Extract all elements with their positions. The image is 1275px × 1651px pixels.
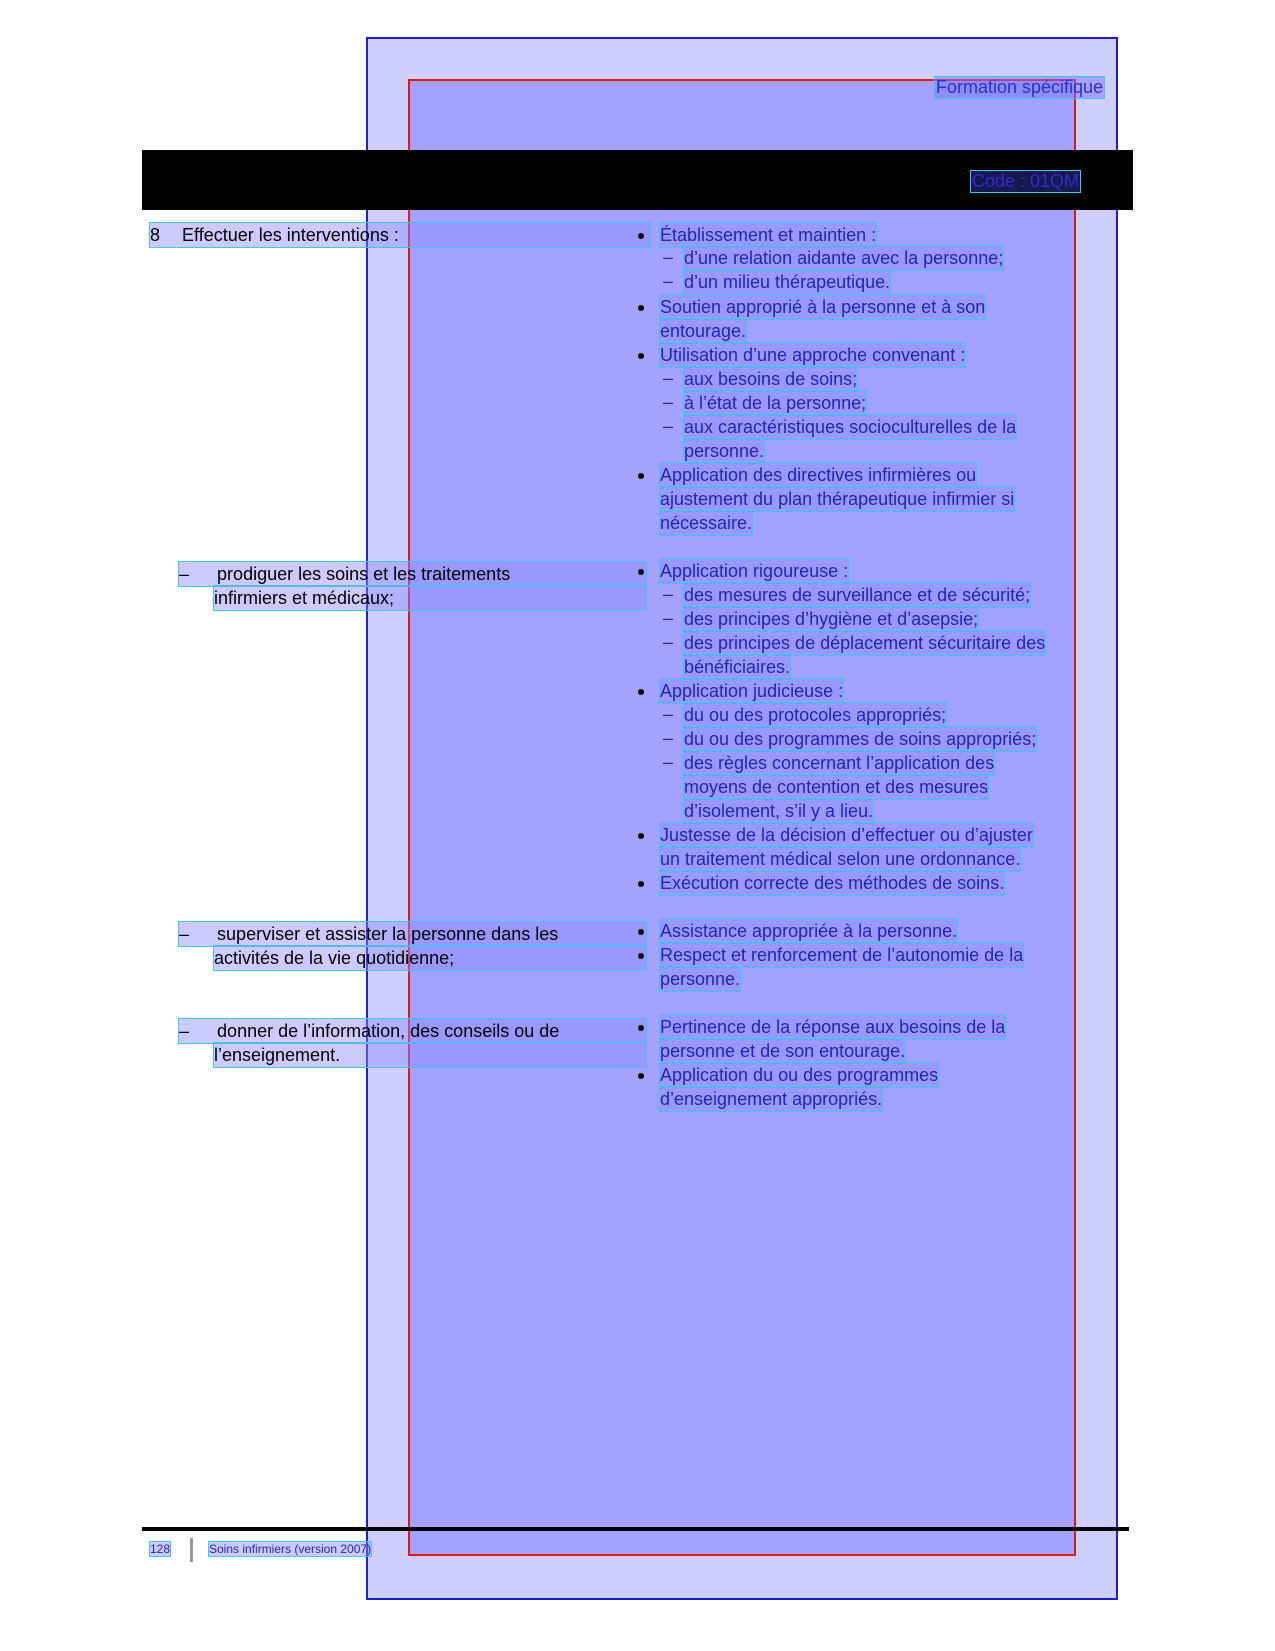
dash-icon: – (663, 368, 674, 388)
left-sub-3-line2: l’enseignement. (213, 1042, 647, 1068)
criterion-sub: d’une relation aidante avec la personne; (683, 245, 1004, 271)
footer-separator (190, 1538, 193, 1562)
left-sub-3-line1: – donner de l’information, des conseils ou de (178, 1018, 647, 1044)
dash-icon: – (663, 416, 674, 436)
page-number: 128 (150, 1542, 171, 1556)
bullet-icon (638, 929, 644, 935)
dash-icon: – (663, 728, 674, 748)
criterion-cont: entourage. (659, 318, 747, 344)
criterion-sub: aux caractéristiques socioculturelles de la (683, 414, 1017, 440)
criterion: Application du ou des programmes (659, 1062, 939, 1088)
criterion-sub: à l’état de la personne; (683, 390, 867, 416)
dash-icon: – (663, 704, 674, 724)
criterion-sub: des mesures de surveillance et de sécurité; (683, 582, 1031, 608)
criterion: Assistance appropriée à la personne. (659, 918, 958, 944)
bullet-icon (638, 833, 644, 839)
footer-rule (142, 1527, 1129, 1531)
criterion-sub: des principes d’hygiène et d’asepsie; (683, 606, 979, 632)
criterion-sub-cont: moyens de contention et des mesures (683, 774, 989, 800)
criterion-cont: un traitement médical selon une ordonnance. (659, 846, 1021, 872)
bullet-icon (638, 1073, 644, 1079)
left-sub-2-line2: activités de la vie quotidienne; (213, 945, 647, 971)
criterion-cont: ajustement du plan thérapeutique infirmier si (659, 486, 1015, 512)
criterion: Pertinence de la réponse aux besoins de la (659, 1014, 1006, 1040)
criterion: Application rigoureuse : (659, 558, 849, 584)
criterion-sub: des principes de déplacement sécuritaire des (683, 630, 1046, 656)
left-sub-1-line1: – prodiguer les soins et les traitements (178, 561, 647, 587)
criterion-sub-cont: personne. (683, 438, 765, 464)
criterion-sub: des règles concernant l’application des (683, 750, 995, 776)
bullet-icon (638, 953, 644, 959)
criterion: Respect et renforcement de l’autonomie de la (659, 942, 1024, 968)
criterion-sub: du ou des programmes de soins appropriés; (683, 726, 1037, 752)
criterion-sub-cont: d’isolement, s’il y a lieu. (683, 798, 874, 824)
criterion: Exécution correcte des méthodes de soins. (659, 870, 1005, 896)
criterion-cont: personne et de son entourage. (659, 1038, 906, 1064)
dash-icon: – (663, 632, 674, 652)
criterion: Application judicieuse : (659, 678, 844, 704)
criterion: Justesse de la décision d’effectuer ou d’ajuster (659, 822, 1034, 848)
dash-icon: – (663, 392, 674, 412)
criterion-cont: d’enseignement appropriés. (659, 1086, 883, 1112)
dash-icon: – (663, 247, 674, 267)
criterion-sub: aux besoins de soins; (683, 366, 858, 392)
bullet-icon (638, 689, 644, 695)
bullet-icon (638, 353, 644, 359)
criterion-sub: d’un milieu thérapeutique. (683, 269, 891, 295)
criterion: Établissement et maintien : (659, 222, 877, 248)
bullet-icon (638, 1025, 644, 1031)
left-sub-2-line1: – superviser et assister la personne dans les (178, 921, 647, 947)
left-sub-1-line2: infirmiers et médicaux; (213, 585, 647, 611)
dash-icon: – (663, 584, 674, 604)
criterion-cont: personne. (659, 966, 741, 992)
section-title: Formation spécifique (936, 77, 1104, 97)
criterion: Soutien approprié à la personne et à son (659, 294, 986, 320)
bullet-icon (638, 569, 644, 575)
dash-icon: – (663, 608, 674, 628)
bullet-icon (638, 881, 644, 887)
item-number: 8 (150, 225, 161, 245)
criterion: Application des directives infirmières ou (659, 462, 977, 488)
criterion-sub: du ou des protocoles appropriés; (683, 702, 947, 728)
item-title: Effectuer les interventions : (182, 225, 399, 245)
competency-heading (149, 222, 651, 248)
dash-icon: – (663, 271, 674, 291)
bullet-icon (638, 473, 644, 479)
bullet-icon (638, 233, 644, 239)
bullet-icon (638, 305, 644, 311)
criterion-cont: nécessaire. (659, 510, 753, 536)
dash-icon: – (663, 752, 674, 772)
criterion: Utilisation d’une approche convenant : (659, 342, 966, 368)
criterion-sub-cont: bénéficiaires. (683, 654, 791, 680)
document-title: Soins infirmiers (version 2007) (209, 1542, 372, 1556)
program-code: Code : 01QM (972, 171, 1080, 191)
